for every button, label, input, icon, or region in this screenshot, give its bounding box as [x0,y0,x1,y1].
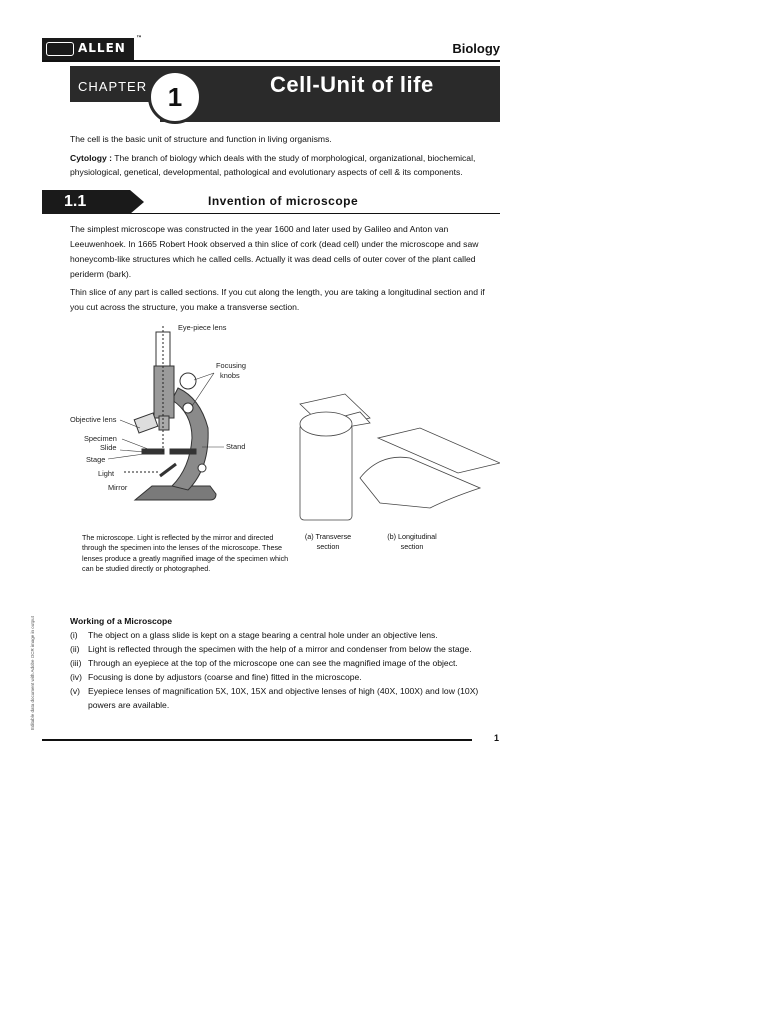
paragraph: Thin slice of any part is called sections. If you cut along the length, you are taking a longitudinal section and if you cut across the structure, you make a transverse section. [70,287,485,312]
subject-label: Biology [452,41,500,56]
caption-transverse: (a) Transverse section [304,532,352,551]
chapter-label: CHAPTER [78,79,148,94]
page-number: 1 [494,733,500,743]
label-light: Light [98,469,115,478]
label-eyepiece: Eye-piece lens [178,323,227,332]
section-bar-arrow [130,190,144,214]
label-knobs: knobs [220,371,240,380]
list-item: (iv) Focusing is done by adjustors (coarse and fine) fitted in the microscope. [70,672,362,682]
list-item: (v) Eyepiece lenses of magnification 5X, 10X, 15X and objective lenses of high (40X, 100X) and low (10X) powers are available. [70,686,479,710]
cytology-text: The branch of biology which deals with the study of morphological, organizational, biochemical, physiological, genetical, developmental, pathological and evolutionary aspects of cell & its components. [70,153,476,177]
working-title: Working of a Microscope [70,616,173,626]
label-mirror: Mirror [108,483,128,492]
list-item: (iii) Through an eyepiece at the top of the microscope one can see the magnified image of the object. [70,658,458,668]
intro-line: The cell is the basic unit of structure and function in living organisms. [70,134,332,144]
section-number: 1.1 [64,193,87,210]
car-logo-icon [46,42,74,56]
section-title: Invention of microscope [208,194,359,208]
working-list [70,628,500,712]
side-watermark: Editable data document with Adobe OCR image in output [30,616,35,730]
chapter-title: Cell-Unit of life [270,72,434,97]
allen-logo: ALLEN ™ [42,38,134,60]
list-item: (i) The object on a glass slide is kept on a stage bearing a central hole under an objective lens. [70,630,438,640]
figure-caption: The microscope. Light is reflected by the mirror and directed through the specimen into the lenses of the microscope. These lenses produce a greatly magnified image of the specimen which can be studied directly or photographed. [82,533,289,574]
chapter-number: 1 [148,70,202,124]
section-body [70,222,500,315]
label-objective: Objective lens [70,415,117,424]
logo-text: ALLEN [78,41,126,55]
section-rule [130,213,500,214]
label-specimen: Specimen [84,434,117,443]
paragraph: The simplest microscope was constructed in the year 1600 and later used by Galileo and Anton van Leeuwenhoek. In 1665 Robert Hook observed a thin slice of cork (dead cell) under the microscope and saw honeycomb-like structures which he called cells. Actually it was dead cells of outer cover of the plant called periderm (bark). [70,224,479,279]
header-rule [42,60,500,62]
label-stage: Stage [86,455,106,464]
intro-text [70,132,500,179]
label-focusing: Focusing [216,361,246,370]
microscope-drawing [134,332,216,500]
cytology-term: Cytology : [70,153,113,163]
list-item: (ii) Light is reflected through the specimen with the help of a mirror and condenser from below the stage. [70,644,472,654]
label-stand: Stand [226,442,246,451]
label-slide: Slide [100,443,117,452]
footer-rule [42,739,472,741]
banner-cutout [70,102,160,122]
caption-longitudinal: (b) Longitudinal section [387,532,437,551]
cork-sections-drawing [300,394,500,520]
cytology-definition [70,151,500,179]
